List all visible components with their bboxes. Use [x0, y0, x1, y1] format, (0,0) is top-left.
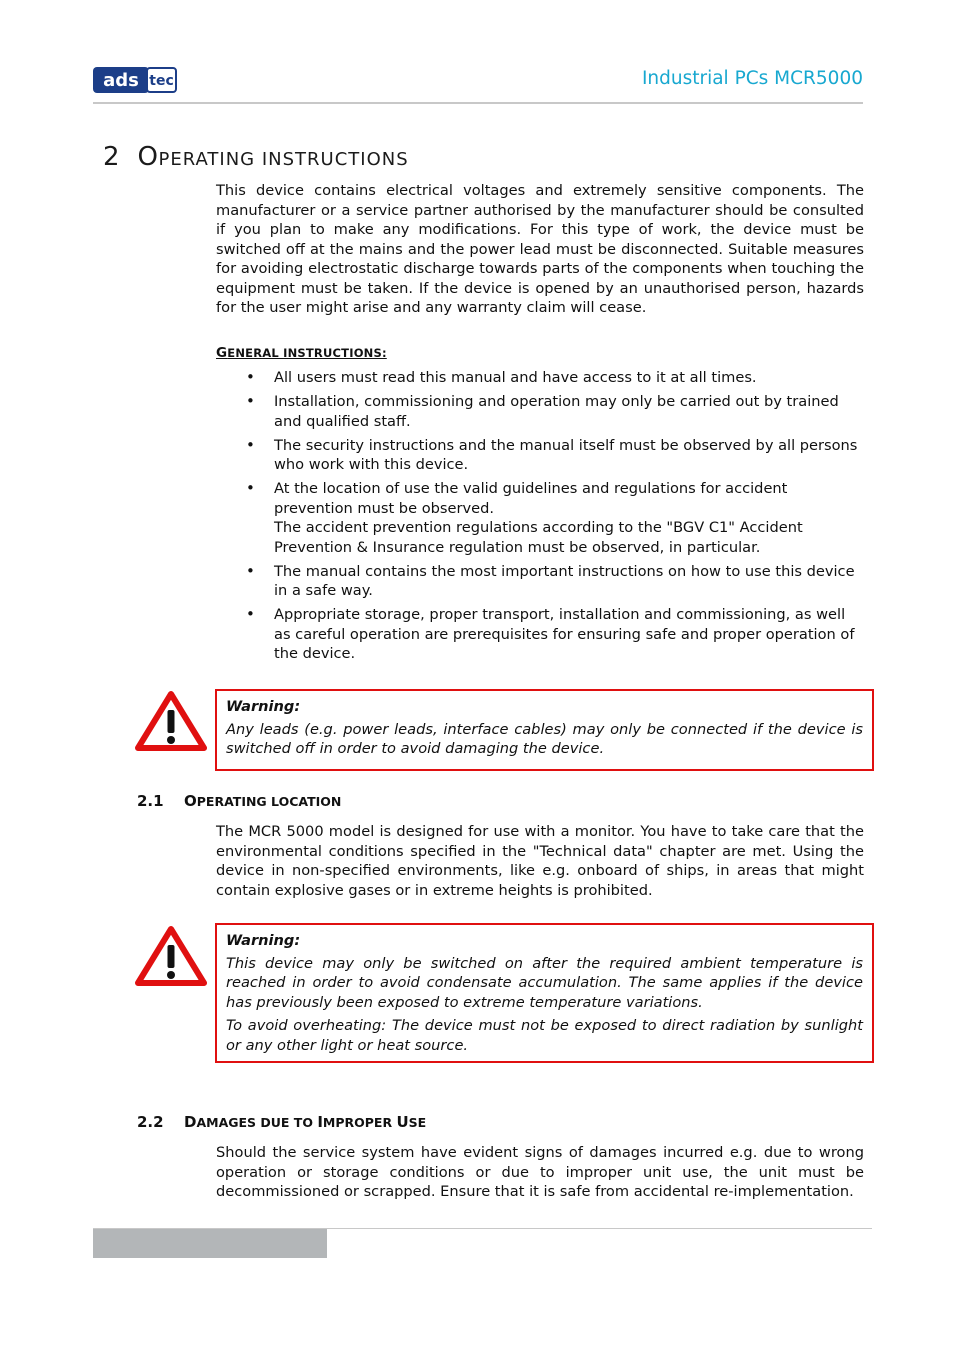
list-item-text: The security instructions and the manual itself must be observed by all persons who work with this device. — [274, 436, 858, 473]
section-title-initial-d: D — [184, 1113, 197, 1131]
list-item-text: At the location of use the valid guidelines and regulations for accident prevention must be observed. — [274, 480, 788, 517]
section-title-part-1: AMAGES DUE TO — [196, 1115, 318, 1130]
list-item-extra-text: The accident prevention regulations according to the "BGV C1" Accident Prevention & Insurance regulation must be observed, in particular. — [274, 519, 803, 556]
intro-paragraph: This device contains electrical voltages and extremely sensitive components. The manufacturer or a service partner authorised by the manufacturer should be consulted if you plan to make any modifications. For this type of work, the device must be switched off at the mains and the power lead must be disconnected. Suitable measures for avoiding electrostatic discharge towards parts of the components when touching the equipment must be taken. If the device is opened by an unauthorised person, hazards for the user might arise and any warranty claim will cease. — [216, 182, 864, 316]
section-title-part-2: MPROPER — [322, 1115, 397, 1130]
list-item — [216, 479, 864, 557]
adstec-logo — [93, 67, 177, 93]
list-item — [216, 436, 864, 475]
operating-location-paragraph: The MCR 5000 model is designed for use with a monitor. You have to take care that the environmental conditions specified in the "Technical data" chapter are met. Using the device in non-specified environments, like e.g. onboard of ships, in areas that might contain explosive gases or in extreme heights is prohibited. — [216, 823, 864, 899]
list-item-text: Appropriate storage, proper transport, installation and commissioning, as well as careful operation are prerequisites for ensuring safe and proper operation of the device. — [274, 606, 855, 662]
general-heading-initial: G — [216, 345, 228, 361]
warning-text-2: To avoid overheating: The device must not be exposed to direct radiation by sunlight or any other light or heat source. — [226, 1017, 863, 1054]
section-heading-2-1 — [137, 792, 341, 810]
list-item-text: Installation, commissioning and operation may only be carried out by trained and qualified staff. — [274, 393, 839, 430]
chapter-title — [103, 142, 409, 172]
footer-bar — [93, 1229, 327, 1258]
list-item-text: The manual contains the most important instructions on how to use this device in a safe way. — [274, 562, 855, 599]
general-instructions-heading — [216, 345, 387, 361]
warning-box-leads — [215, 689, 874, 771]
section-title-initial: O — [184, 792, 197, 810]
logo-text-tec: tec — [149, 73, 174, 89]
warning-text: Any leads (e.g. power leads, interface cables) may only be connected if the device is switched off in order to avoid damaging the device. — [226, 720, 863, 757]
section-title-part-3: SE — [408, 1115, 427, 1130]
warning-box-temperature — [215, 923, 874, 1063]
section-number: 2.2 — [137, 1113, 164, 1131]
section-number: 2.1 — [137, 792, 164, 810]
general-instructions-list — [216, 368, 864, 668]
list-item-text: All users must read this manual and have access to it at all times. — [274, 369, 757, 386]
list-item — [216, 368, 864, 388]
header-divider — [93, 102, 863, 104]
chapter-title-rest: PERATING INSTRUCTIONS — [158, 149, 409, 170]
document-title: Industrial PCs MCR5000 — [641, 68, 863, 89]
logo-text-ads: ads — [103, 70, 139, 91]
list-item — [216, 392, 864, 431]
section-title-initial-i: I — [317, 1113, 323, 1131]
chapter-title-initial: O — [137, 142, 159, 172]
warning-triangle-icon — [135, 925, 207, 987]
warning-title: Warning: — [226, 932, 301, 949]
chapter-number: 2 — [103, 142, 121, 172]
improper-use-paragraph: Should the service system have evident signs of damages incurred e.g. due to wrong operation or storage conditions or due to improper unit use, the unit must be decommissioned or scrapped. Ensure that it is safe from accidental re-implementation. — [216, 1144, 864, 1200]
list-item — [216, 562, 864, 601]
warning-title: Warning: — [226, 698, 301, 715]
general-heading-rest: ENERAL INSTRUCTIONS: — [227, 346, 387, 360]
warning-text: This device may only be switched on after the required ambient temperature is reached in order to avoid condensate accumulation. The same applies if the device has previously been exposed to extreme temperature variations. — [226, 954, 863, 1011]
section-heading-2-2 — [137, 1113, 426, 1131]
section-title-initial-u: U — [396, 1113, 409, 1131]
section-title-rest: PERATING LOCATION — [196, 794, 342, 809]
warning-triangle-icon — [135, 690, 207, 752]
list-item — [216, 605, 864, 664]
